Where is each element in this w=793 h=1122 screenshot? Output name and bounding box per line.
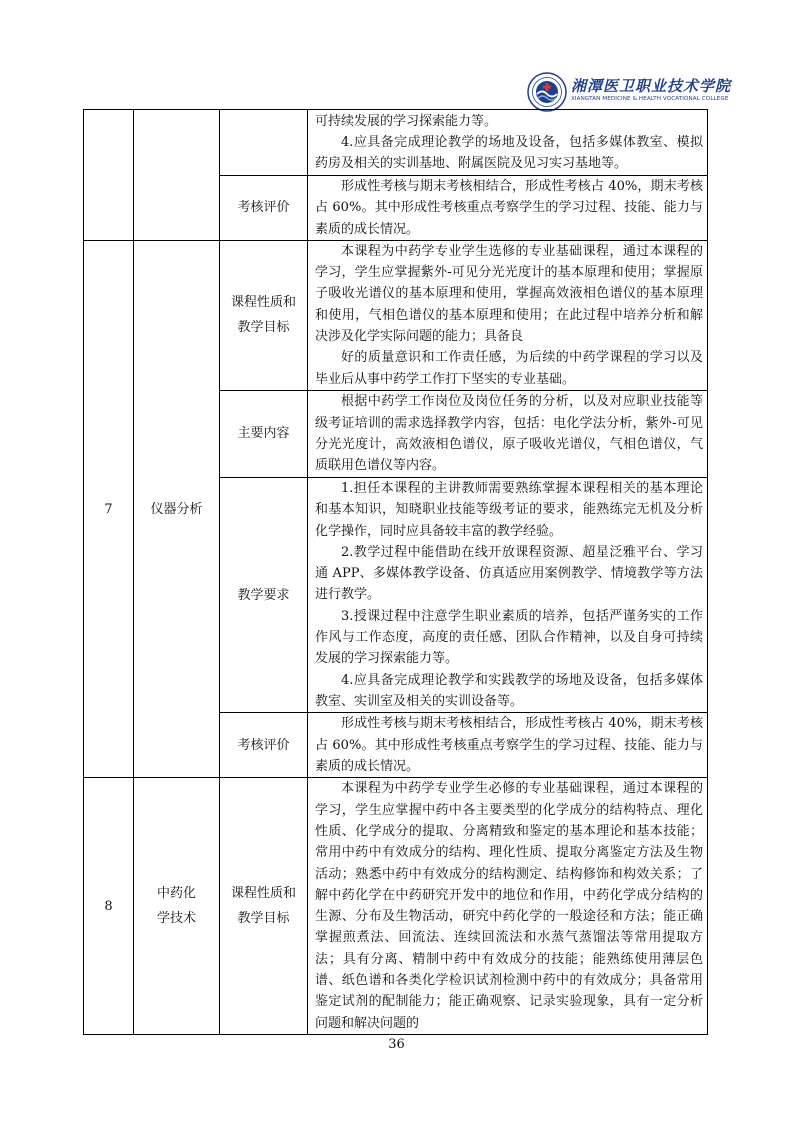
requirement-item: 可持续发展的学习探索能力等。	[315, 113, 498, 129]
paragraph: 好的质量意识和工作责任感，为后续的中药学课程的学习以及毕业后从事中药学工作打下坚实的专业基础。	[315, 350, 703, 387]
assessment-label: 考核评价	[220, 176, 308, 241]
school-name-cn: 湘潭医卫职业技术学院	[571, 77, 732, 95]
nature-objectives-text	[308, 240, 708, 390]
table-row	[84, 110, 708, 176]
table-row	[84, 240, 708, 390]
course-table	[83, 109, 708, 1035]
course-number-cell	[84, 110, 134, 241]
course-name: 仪器分析	[134, 240, 220, 777]
main-content-label: 主要内容	[220, 390, 308, 477]
assessment-text: 形成性考核与期末考核相结合，形成性考核占 40%，期末考核占 60%。其中形成性考核重点考察学生的学习过程、技能、能力与素质的成长情况。	[308, 176, 708, 241]
assessment-label: 考核评价	[220, 713, 308, 778]
school-name-en: XIANGTAN MEDICINE & HEALTH VOCATIONAL COLLEGE	[571, 96, 729, 102]
section-label-cell	[220, 110, 308, 176]
assessment-text: 形成性考核与期末考核相结合，形成性考核占 40%，期末考核占 60%。其中形成性考核重点考察学生的学习过程、技能、能力与素质的成长情况。	[308, 713, 708, 778]
teaching-requirements-tail	[308, 110, 708, 176]
teaching-requirements-label: 教学要求	[220, 477, 308, 712]
school-seal-icon	[527, 72, 567, 112]
requirement-item: 4.应具备完成理论教学的场地及设备，包括多媒体教室、模拟药房及相关的实训基地、附属医院及见习实习基地等。	[315, 134, 703, 172]
school-logo	[527, 72, 732, 112]
course-number: 7	[84, 240, 134, 777]
requirement-item: 1.担任本课程的主讲教师需要熟练掌握本课程相关的基本理论和基本知识，知晓职业技能等级考证的要求，能熟练完无机及分析化学操作，同时应具备较丰富的教学经验。	[315, 480, 703, 539]
nature-objectives-text: 本课程为中药学专业学生必修的专业基础课程，通过本课程的学习，学生应掌握中药中各主要类型的化学成分的结构特点、理化性质、化学成分的提取、分离精致和鉴定的基本理论和基本技能；常用中药中有效成分的结构、理化性质、提取分离鉴定方法及生物活动；熟悉中药中有效成分的结构测定、结构修饰和构效关系；了解中药化学在中药研究开发中的地位和作用，中药化学成分结构的生源、分布及生物活动，研究中药化学的一般途径和方法；能正确掌握煎煮法、回流法、连续回流法和水蒸气蒸馏法等常用提取方法；具有分离、精制中药中有效成分的技能；能熟练使用薄层色谱、纸色谱和各类化学检识试剂检测中药中的有效成分；具备常用鉴定试剂的配制能力；能正确观察、记录实验现象，具有一定分析问题和解决问题的	[308, 778, 708, 1035]
requirement-item: 4.应具备完成理论教学和实践教学的场地及设备，包括多媒体教室、实训室及相关的实训设备等。	[315, 672, 703, 709]
nature-objectives-label: 课程性质和 教学目标	[220, 240, 308, 390]
nature-objectives-label: 课程性质和 教学目标	[220, 778, 308, 1035]
main-content-text: 根据中药学工作岗位及岗位任务的分析，以及对应职业技能等级考证培训的需求选择教学内容，包括：电化学法分析，紫外-可见分光光度计，高效液相色谱仪，原子吸收光谱仪，气相色谱仪，气质联用色谱仪等内容。	[308, 390, 708, 477]
course-number: 8	[84, 778, 134, 1035]
course-name-cell	[134, 110, 220, 241]
page-number: 36	[388, 1037, 405, 1052]
course-name: 中药化 学技术	[134, 778, 220, 1035]
requirement-item: 2.教学过程中能借助在线开放课程资源、超星泛雅平台、学习通 APP、多媒体教学设备、仿真适应用案例教学、情境教学等方法进行教学。	[315, 544, 703, 603]
table-row	[84, 778, 708, 1035]
teaching-requirements-text	[308, 477, 708, 712]
paragraph: 本课程为中药学专业学生选修的专业基础课程，通过本课程的学习，学生应掌握紫外-可见分光光度计的基本原理和使用；掌握原子吸收光谱仪的基本原理和使用，掌握高效液相色谱仪的基本原理和使用，气相色谱仪的基本原理和使用；在此过程中培养分析和解决涉及化学实际问题的能力；具备良	[315, 243, 703, 345]
requirement-item: 3.授课过程中注意学生职业素质的培养，包括严谨务实的工作作风与工作态度，高度的责任感、团队合作精神，以及自身可持续发展的学习探索能力等。	[315, 608, 703, 667]
